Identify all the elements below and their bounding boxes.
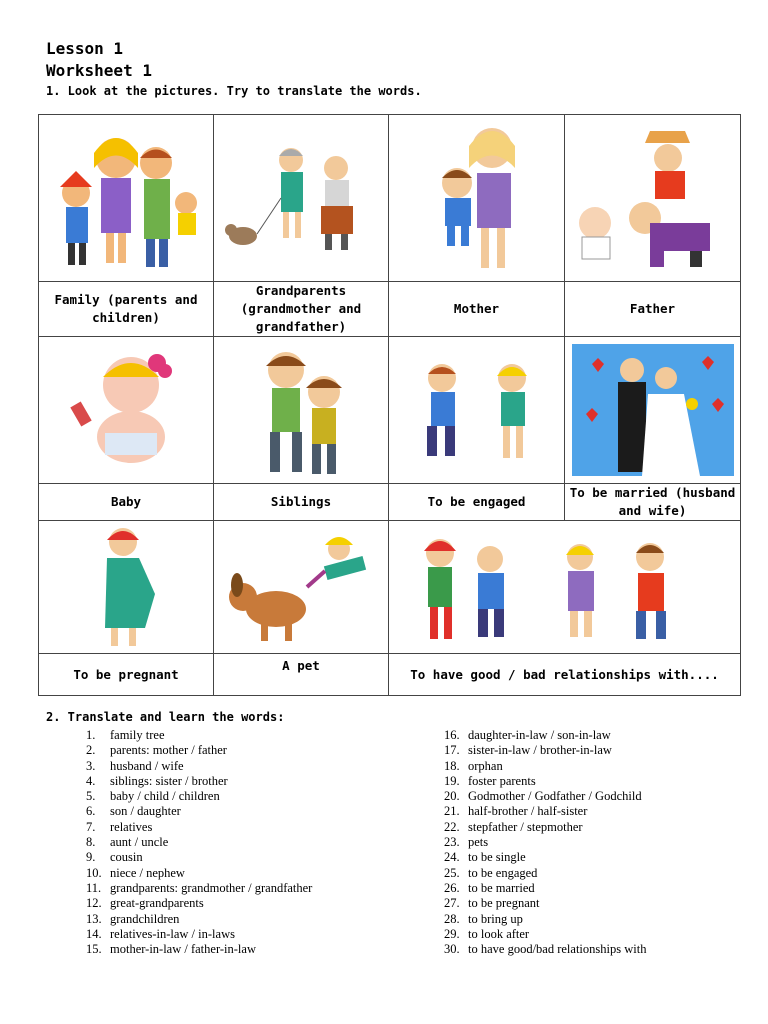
- vocab-item: 16. daughter-in-law / son-in-law: [444, 728, 611, 742]
- vocab-item: 24. to be single: [444, 850, 526, 865]
- family-picture-cell: [39, 115, 214, 282]
- relationships-picture-cell: [389, 521, 741, 654]
- family-illustration-icon: [46, 123, 206, 273]
- vocab-item: 26. to be married: [444, 880, 535, 895]
- card-label-engaged: To be engaged: [389, 484, 565, 521]
- task-2-instruction: 2. Translate and learn the words:: [46, 710, 285, 724]
- lesson-title: Lesson 1: [46, 39, 124, 58]
- vocab-item: 1. family tree: [86, 728, 165, 742]
- vocab-item: 29. to look after: [444, 926, 530, 941]
- vocab-item: 8. aunt / uncle: [86, 835, 169, 850]
- vocab-item: 3. husband / wife: [86, 758, 184, 773]
- mother-picture-cell: [389, 115, 565, 282]
- vocab-item: 28. to bring up: [444, 911, 523, 926]
- siblings-picture-cell: [214, 337, 389, 484]
- vocab-item: 2. parents: mother / father: [86, 743, 227, 758]
- relationships-illustration-icon: [400, 527, 730, 647]
- pet-picture-cell: [214, 521, 389, 654]
- pregnant-picture-cell: [39, 521, 214, 654]
- picture-grid: [38, 114, 741, 696]
- vocab-list-right: [444, 728, 646, 957]
- engaged-illustration-icon: [397, 350, 557, 470]
- vocab-item: 18. orphan: [444, 758, 503, 773]
- vocab-item: 21. half-brother / half-sister: [444, 804, 588, 819]
- vocab-item: 5. baby / child / children: [86, 789, 220, 804]
- card-label-father: Father: [565, 282, 741, 337]
- pet-dog-illustration-icon: [221, 527, 381, 647]
- vocab-item: 13. grandchildren: [86, 911, 180, 926]
- card-label-pregnant: To be pregnant: [39, 654, 214, 696]
- mother-illustration-icon: [397, 118, 557, 278]
- card-label-mother: Mother: [389, 282, 565, 337]
- wedding-picture-cell: [565, 337, 741, 484]
- grandparents-illustration-icon: [221, 138, 381, 258]
- vocab-item: 17. sister-in-law / brother-in-law: [444, 743, 612, 758]
- vocab-item: 12. great-grandparents: [86, 896, 204, 911]
- engaged-picture-cell: [389, 337, 565, 484]
- card-label-married: To be married (husband and wife): [565, 484, 741, 521]
- vocab-item: 15. mother-in-law / father-in-law: [86, 942, 256, 957]
- vocab-item: 20. Godmother / Godfather / Godchild: [444, 789, 642, 804]
- vocab-item: 22. stepfather / stepmother: [444, 819, 583, 834]
- siblings-illustration-icon: [226, 340, 376, 480]
- vocab-item: 4. siblings: sister / brother: [86, 773, 228, 788]
- task-1-instruction: 1. Look at the pictures. Try to translate the words.: [46, 84, 422, 98]
- vocab-item: 6. son / daughter: [86, 804, 181, 819]
- card-label-relationships: To have good / bad relationships with....: [389, 654, 741, 696]
- vocab-item: 25. to be engaged: [444, 865, 538, 880]
- card-label-baby: Baby: [39, 484, 214, 521]
- vocab-item: 7. relatives: [86, 819, 153, 834]
- vocab-item: 9. cousin: [86, 850, 143, 865]
- father-illustration-icon: [570, 123, 735, 273]
- father-picture-cell: [565, 115, 741, 282]
- baby-picture-cell: [39, 337, 214, 484]
- vocab-item: 27. to be pregnant: [444, 896, 540, 911]
- vocab-item: 30. to have good/bad relationships with: [444, 942, 647, 957]
- wedding-illustration-icon: [572, 344, 734, 476]
- vocab-item: 23. pets: [444, 835, 489, 850]
- card-label-siblings: Siblings: [214, 484, 389, 521]
- vocab-list-left: [86, 728, 312, 957]
- baby-illustration-icon: [61, 345, 191, 475]
- pregnant-illustration-icon: [71, 524, 181, 650]
- vocab-item: 14. relatives-in-law / in-laws: [86, 926, 235, 941]
- vocab-item: 19. foster parents: [444, 773, 536, 788]
- card-label-grandparents: Grandparents (grandmother and grandfather): [214, 282, 389, 337]
- page-header: [46, 38, 152, 82]
- card-label-family: Family (parents and children): [39, 282, 214, 337]
- vocab-item: 10. niece / nephew: [86, 865, 185, 880]
- vocab-item: 11. grandparents: grandmother / grandfather: [86, 880, 313, 895]
- worksheet-title: Worksheet 1: [46, 61, 152, 80]
- card-label-pet: A pet: [214, 654, 389, 696]
- grandparents-picture-cell: [214, 115, 389, 282]
